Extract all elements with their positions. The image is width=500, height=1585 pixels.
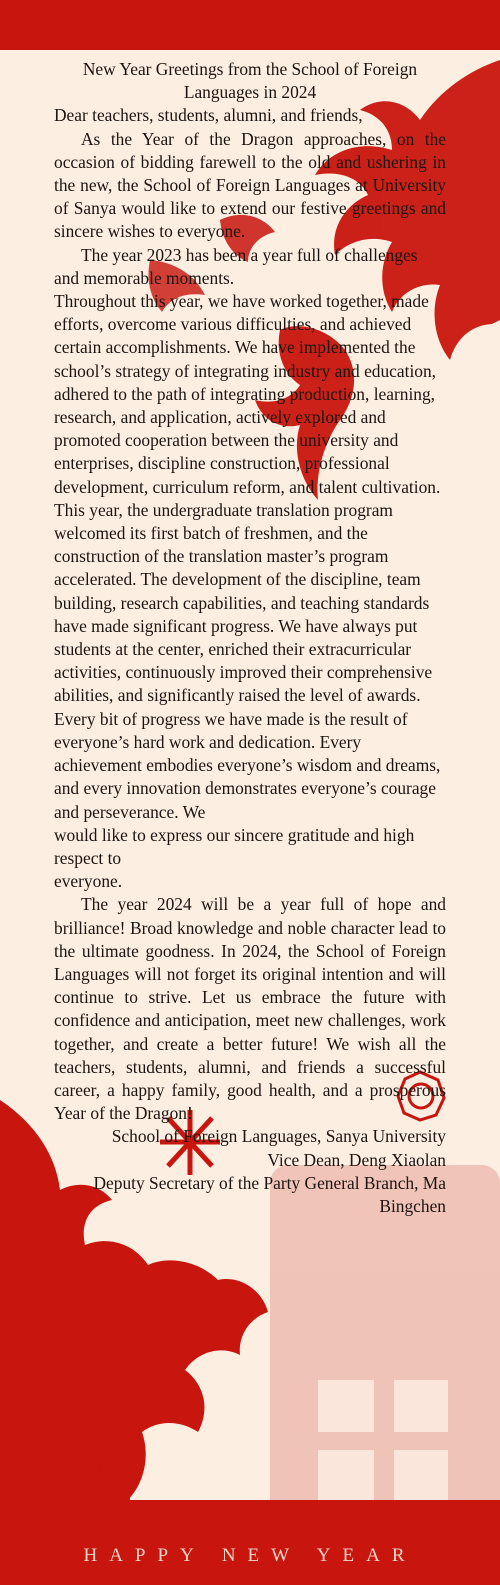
letter-body bbox=[54, 58, 446, 1218]
paragraph-2023-lead: The year 2023 has been a year full of challenges and memorable moments. bbox=[54, 244, 418, 288]
signature-deputy-secretary: Deputy Secretary of the Party General Branch, Ma Bingchen bbox=[93, 1172, 446, 1216]
happy-new-year-footer: HAPPY NEW YEAR bbox=[83, 1545, 417, 1566]
paragraph-2023-body: Throughout this year, we have worked together, made efforts, overcome various difficulties, and achieved certain accomplishments. We have implemented the school’s strategy of integrating industry and education, adhered to the path of integrating production, learning, research, and application, actively explored and promoted cooperation between the university and enterprises, discipline construction, professional development, curriculum reform, and talent cultivation. This year, the undergraduate translation program welcomed its first batch of freshmen, and the construction of the translation master’s program accelerated. The development of the discipline, team building, research capabilities, and teaching standards have made significant progress. We have always put students at the center, enriched their extracurricular activities, continuously improved their comprehensive abilities, and significantly raised the level of awards. Every bit of progress we have made is the result of everyone’s hard work and dedication. Every achievement embodies everyone’s wisdom and dreams, and every innovation demonstrates everyone’s courage and perseverance. We bbox=[54, 291, 441, 822]
letter-title: New Year Greetings from the School of Foreign Languages in 2024 bbox=[82, 59, 418, 103]
paragraph-2023-end: everyone. bbox=[54, 871, 123, 892]
signature-school: School of Foreign Languages, Sanya University bbox=[111, 1126, 446, 1147]
paragraph-2024: The year 2024 will be a year full of hope and brilliance! Broad knowledge and noble character lead to the ultimate goodness. In 2024, the School of Foreign Languages will not forget its original intention and will continue to strive. Let us embrace the future with confidence and anticipation, meet new challenges, work together, and create a better future! We wish all the teachers, students, alumni, and friends a successful career, a happy family, good health, and a prosperous Year of the Dragon! bbox=[54, 894, 446, 1124]
signature-vice-dean: Vice Dean, Deng Xiaolan bbox=[267, 1149, 446, 1170]
salutation: Dear teachers, students, alumni, and friends, bbox=[54, 105, 363, 126]
paragraph-2023-gratitude: would like to express our sincere gratitude and high respect to bbox=[54, 824, 415, 868]
paragraph-intro: As the Year of the Dragon approaches, on the occasion of bidding farewell to the old and ushering in the new, the School of Foreign Languages at University of Sanya would like to extend our festive greetings and sincere wishes to everyone. bbox=[54, 128, 446, 242]
fortune-character-block bbox=[270, 1165, 500, 1535]
